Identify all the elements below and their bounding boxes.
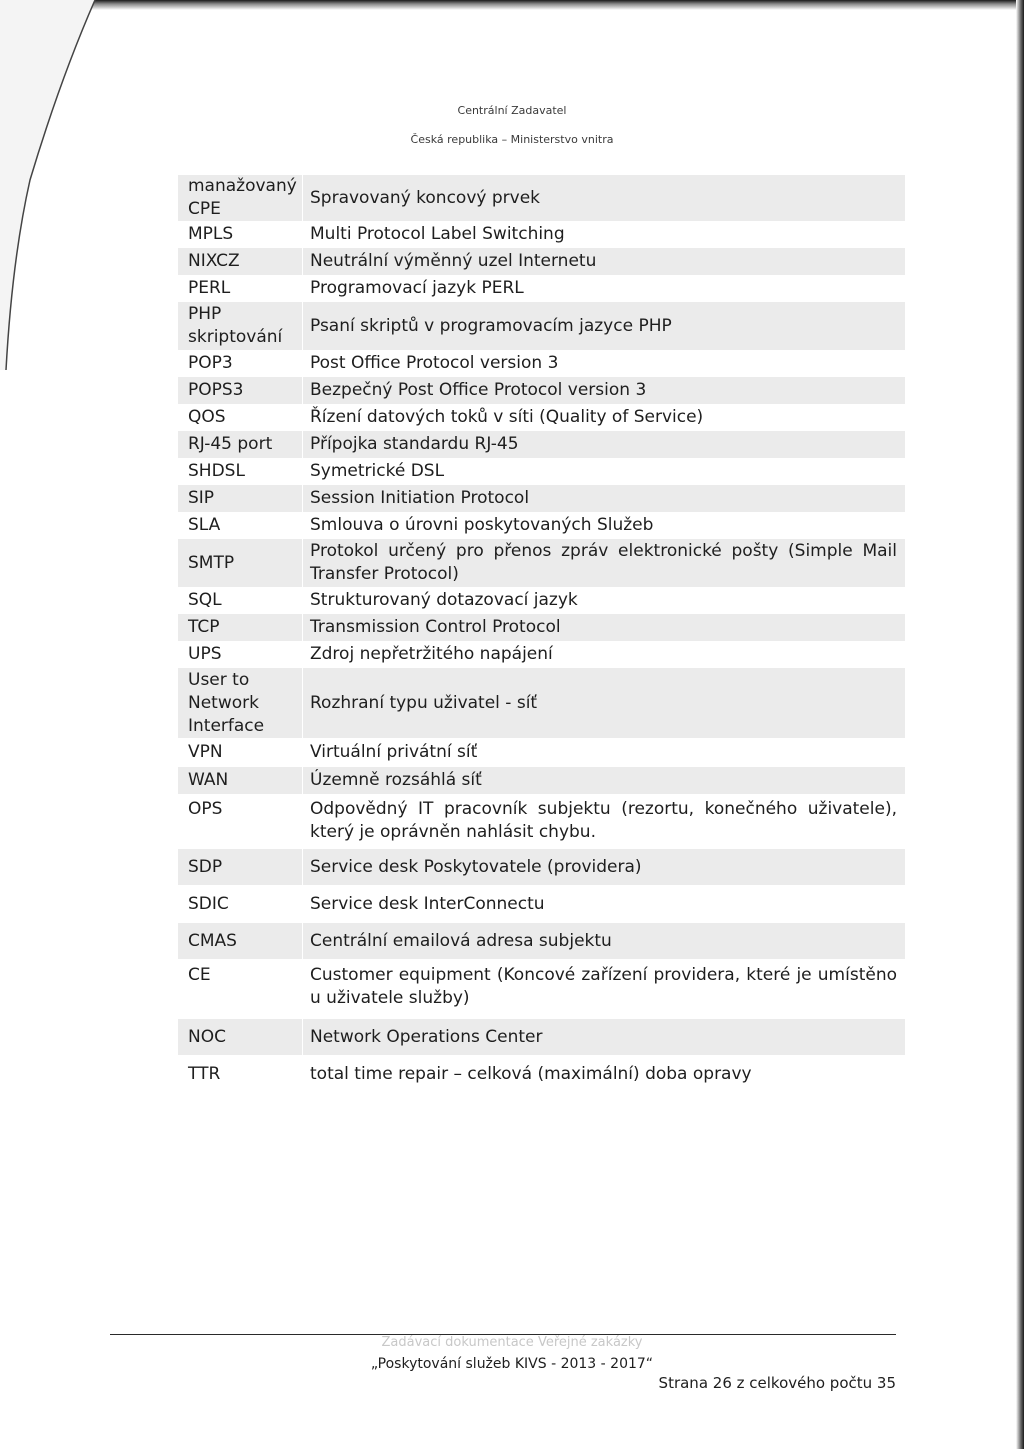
- definition: Virtuální privátní síť: [302, 738, 905, 767]
- table-row: [178, 485, 905, 512]
- table-row: [178, 885, 905, 923]
- definition: Session Initiation Protocol: [302, 485, 905, 512]
- table-row: [178, 221, 905, 248]
- definition: Transmission Control Protocol: [302, 614, 905, 641]
- term: SQL: [188, 590, 222, 610]
- table-row: [178, 614, 905, 641]
- table-row: [178, 641, 905, 668]
- definition: Customer equipment (Koncové zařízení providera, které je umístěno u uživatele služby): [302, 959, 905, 1019]
- table-row: [178, 458, 905, 485]
- definition: Strukturovaný dotazovací jazyk: [302, 587, 905, 614]
- table-row: [178, 738, 905, 767]
- term: POP3: [188, 353, 233, 373]
- definition: Symetrické DSL: [302, 458, 905, 485]
- definition: Centrální emailová adresa subjektu: [302, 923, 905, 959]
- term: NOC: [188, 1026, 226, 1047]
- table-row: [178, 959, 905, 1019]
- page-curl-shadow: [0, 0, 110, 370]
- term: POPS3: [188, 380, 244, 400]
- definition: total time repair – celková (maximální) doba opravy: [302, 1055, 905, 1093]
- header-line-1: Centrální Zadavatel: [457, 104, 567, 117]
- definition: Multi Protocol Label Switching: [302, 221, 905, 248]
- definition: Spravovaný koncový prvek: [302, 175, 905, 221]
- term: manažovaný CPE: [188, 176, 297, 219]
- definition: Řízení datových toků v síti (Quality of Service): [302, 404, 905, 431]
- table-row: [178, 248, 905, 275]
- scan-shadow-top: [0, 0, 1024, 10]
- term: SDP: [188, 856, 223, 877]
- definition: Protokol určený pro přenos zpráv elektronické pošty (Simple Mail Transfer Protocol): [302, 539, 905, 587]
- footer-watermark: Zadávací dokumentace Veřejné zakázky: [381, 1335, 643, 1350]
- term: TCP: [188, 617, 220, 637]
- term: PHP skriptování: [188, 304, 283, 347]
- term: User to Network Interface: [188, 669, 265, 736]
- scan-shadow-right: [1016, 0, 1024, 1449]
- term: UPS: [188, 644, 222, 664]
- definition: Programovací jazyk PERL: [302, 275, 905, 302]
- definition: Post Office Protocol version 3: [302, 350, 905, 377]
- definition: Bezpečný Post Office Protocol version 3: [302, 377, 905, 404]
- definition: Network Operations Center: [302, 1019, 905, 1055]
- table-row: [178, 849, 905, 885]
- table-row: [178, 1019, 905, 1055]
- definition: Smlouva o úrovni poskytovaných Služeb: [302, 512, 905, 539]
- table-row: [178, 350, 905, 377]
- table-row: [178, 1055, 905, 1093]
- definition: Neutrální výměnný uzel Internetu: [302, 248, 905, 275]
- term: VPN: [188, 742, 223, 762]
- table-row: [178, 175, 905, 221]
- definition: Územně rozsáhlá síť: [302, 767, 905, 794]
- definition: Service desk InterConnectu: [302, 885, 905, 923]
- definition: Service desk Poskytovatele (providera): [302, 849, 905, 885]
- term: CMAS: [188, 930, 237, 951]
- term: CE: [188, 965, 211, 985]
- table-row: [178, 275, 905, 302]
- term: SIP: [188, 488, 215, 508]
- table-row: [178, 668, 905, 738]
- table-row: [178, 539, 905, 587]
- table-row: [178, 377, 905, 404]
- term: SMTP: [188, 552, 235, 573]
- term: TTR: [188, 1063, 221, 1084]
- term: RJ-45 port: [188, 434, 273, 454]
- definition: Přípojka standardu RJ-45: [302, 431, 905, 458]
- definition: Odpovědný IT pracovník subjektu (rezortu, konečného uživatele), který je oprávněn nahlásit chybu.: [302, 794, 905, 849]
- term: SLA: [188, 515, 221, 535]
- term: SDIC: [188, 893, 229, 914]
- footer-title: „Poskytování služeb KIVS - 2013 - 2017“: [370, 1356, 654, 1372]
- table-row: [178, 302, 905, 350]
- term: MPLS: [188, 224, 234, 244]
- term: SHDSL: [188, 461, 245, 481]
- table-row: [178, 587, 905, 614]
- table-row: [178, 512, 905, 539]
- definition: Psaní skriptů v programovacím jazyce PHP: [302, 302, 905, 350]
- term: PERL: [188, 278, 231, 298]
- page-number: Strana 26 z celkového počtu 35: [658, 1374, 896, 1392]
- term: NIXCZ: [188, 251, 240, 271]
- table-row: [178, 923, 905, 959]
- header-line-2: Česká republika – Ministerstvo vnitra: [410, 133, 614, 146]
- term: WAN: [188, 770, 229, 790]
- definition: Zdroj nepřetržitého napájení: [302, 641, 905, 668]
- table-row: [178, 794, 905, 849]
- table-row: [178, 431, 905, 458]
- term: QOS: [188, 407, 226, 427]
- term: OPS: [188, 799, 223, 819]
- table-row: [178, 767, 905, 794]
- glossary-table: [178, 175, 905, 1093]
- definition: Rozhraní typu uživatel - síť: [302, 668, 905, 738]
- table-row: [178, 404, 905, 431]
